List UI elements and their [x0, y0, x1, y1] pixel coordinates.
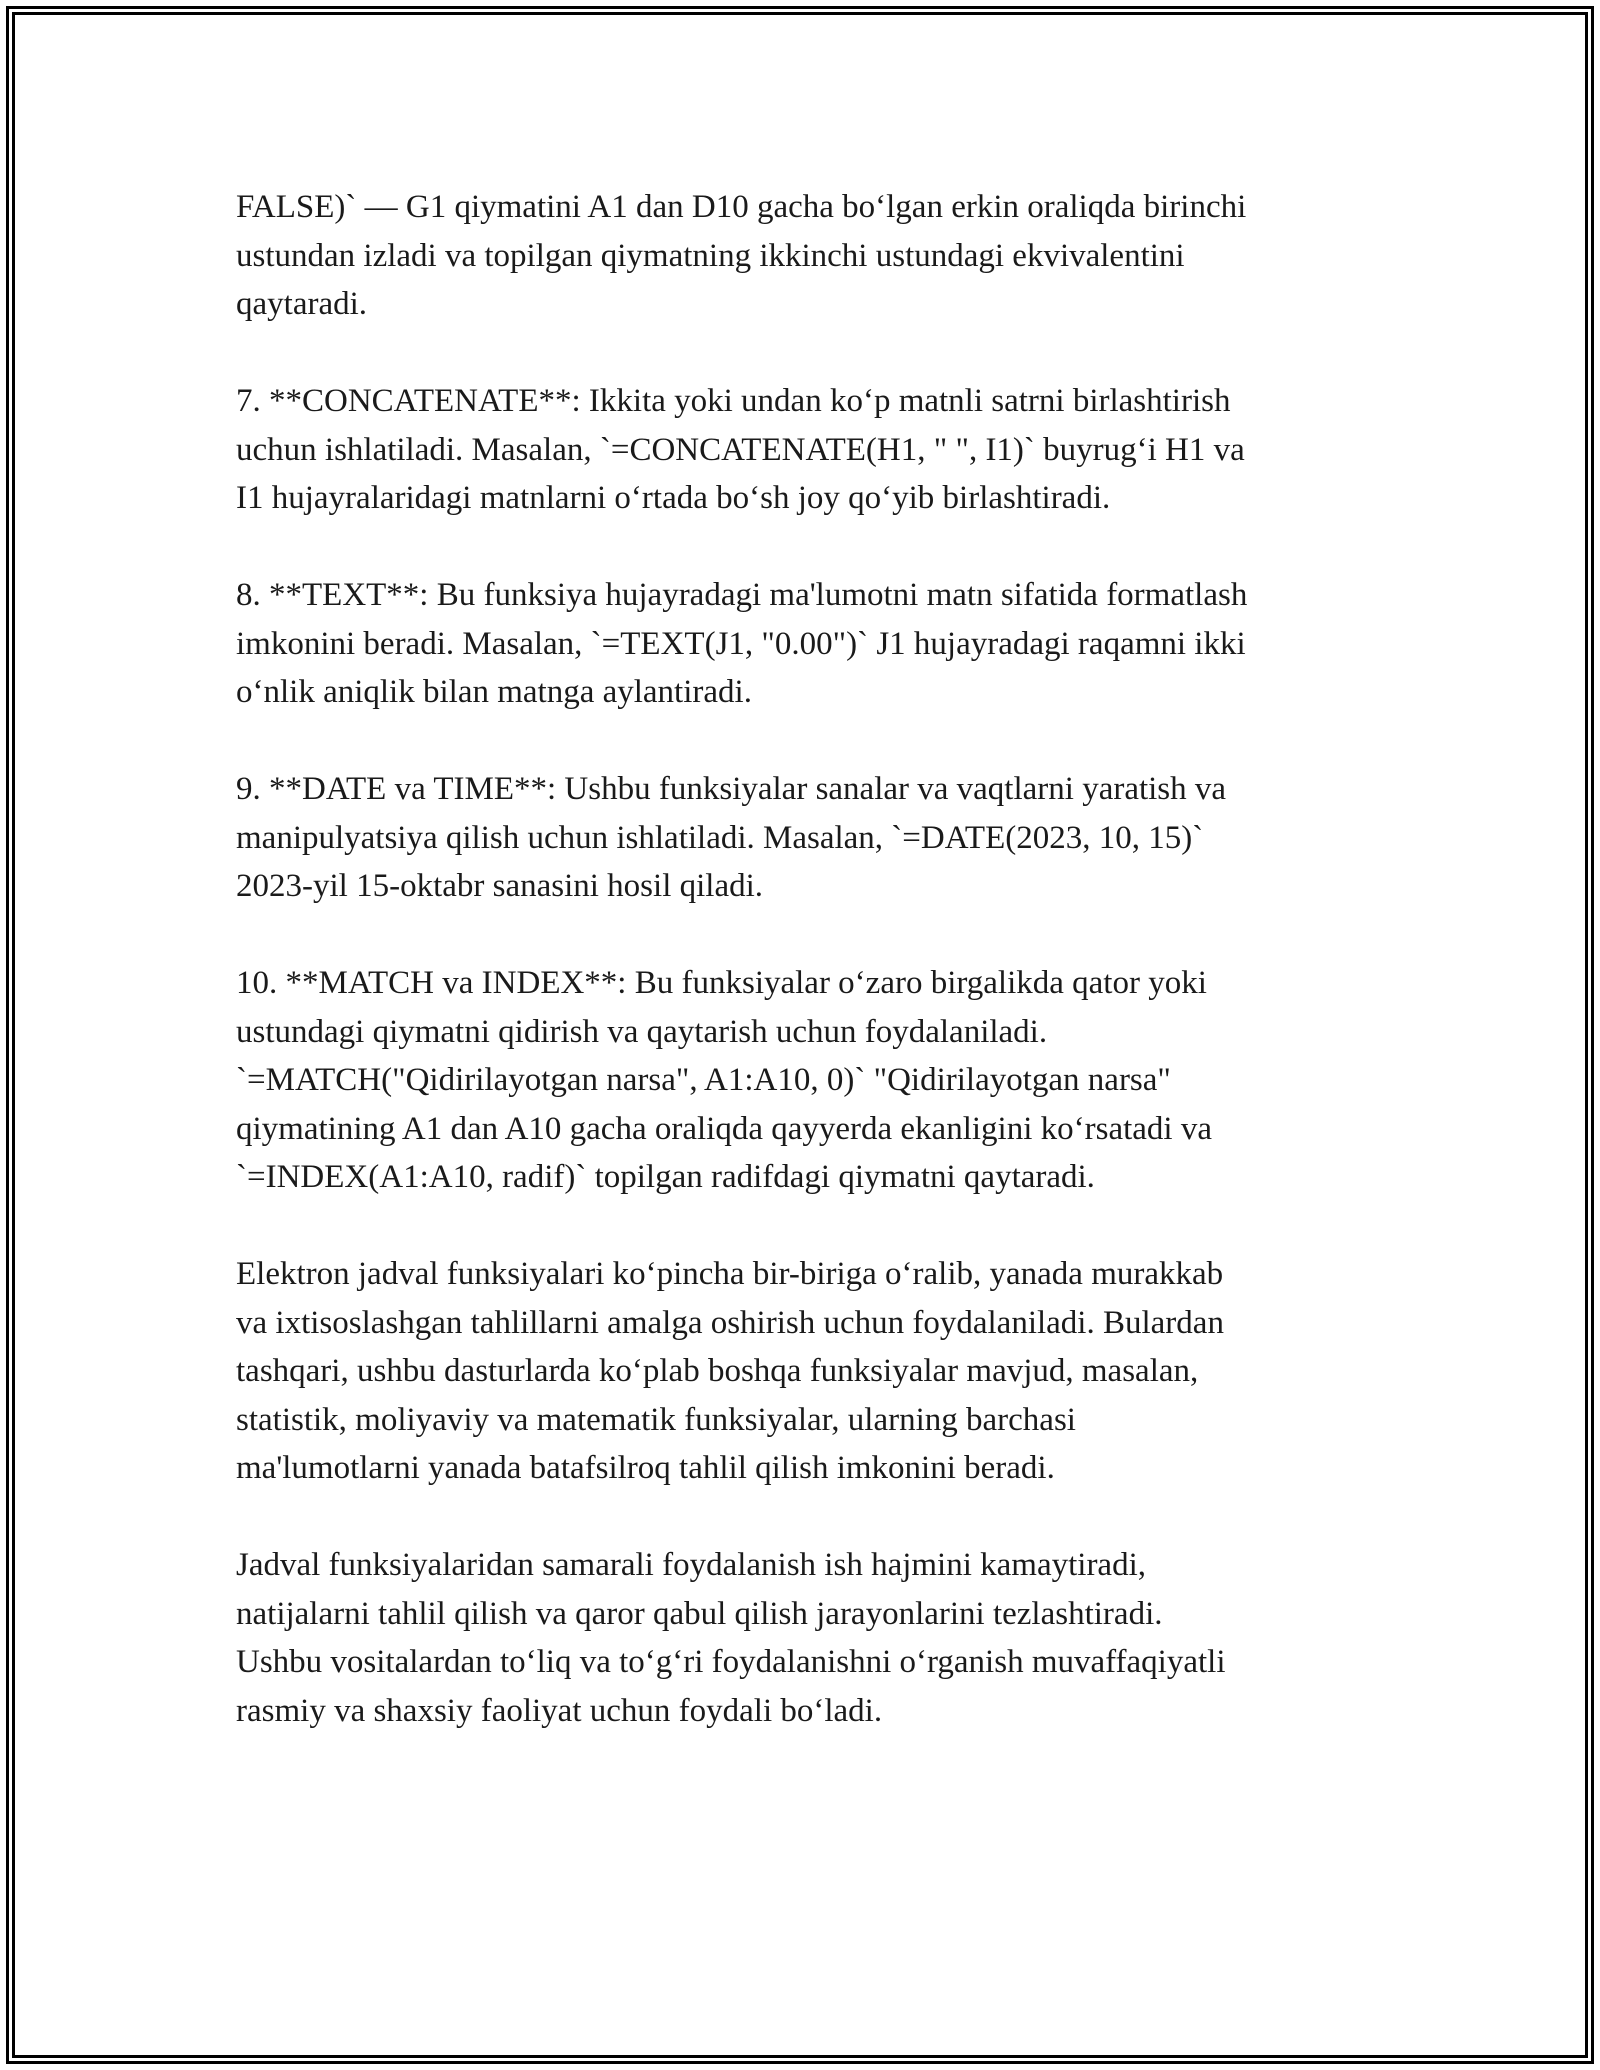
- text-line: `=MATCH("Qidirilayotgan narsa", A1:A10, 0)` "Qidirilayotgan narsa": [236, 1062, 1171, 1098]
- text-line: tashqari, ushbu dasturlarda koʻplab boshqa funksiyalar mavjud, masalan,: [236, 1353, 1199, 1389]
- text-line: Elektron jadval funksiyalari koʻpincha bir-biriga oʻralib, yanada murakkab: [236, 1256, 1224, 1292]
- paragraph-summary: [236, 1250, 1376, 1493]
- text-line: natijalarni tahlil qilish va qaror qabul qilish jarayonlarini tezlashtiradi.: [236, 1595, 1163, 1632]
- text-line: Jadval funksiyalaridan samarali foydalanish ish hajmini kamaytiradi,: [236, 1547, 1146, 1583]
- text-line: statistik, moliyaviy va matematik funksiyalar, ularning barchasi: [236, 1401, 1076, 1438]
- text-line: uchun ishlatiladi. Masalan, `=CONCATENATE(H1, " ", I1)` buyrugʻi H1 va: [236, 431, 1245, 468]
- text-line: imkonini beradi. Masalan, `=TEXT(J1, "0.00")` J1 hujayradagi raqamni ikki: [236, 625, 1246, 662]
- paragraph-date-time: [236, 765, 1376, 911]
- text-line: FALSE)` — G1 qiymatini A1 dan D10 gacha boʻlgan erkin oraliqda birinchi: [236, 189, 1247, 225]
- paragraph-conclusion: [236, 1541, 1376, 1735]
- text-line: va ixtisoslashgan tahlillarni amalga oshirish uchun foydalaniladi. Bulardan: [236, 1304, 1224, 1341]
- text-line: 10. **MATCH va INDEX**: Bu funksiyalar oʻzaro birgalikda qator yoki: [236, 965, 1207, 1001]
- text-line: I1 hujayralaridagi matnlarni oʻrtada boʻsh joy qoʻyib birlashtiradi.: [236, 480, 1111, 516]
- text-line: 9. **DATE va TIME**: Ushbu funksiyalar sanalar va vaqtlarni yaratish va: [236, 771, 1227, 807]
- text-line: Ushbu vositalardan toʻliq va toʻgʻri foydalanishni oʻrganish muvaffaqiyatli: [236, 1644, 1226, 1680]
- paragraph-text: [236, 571, 1376, 717]
- text-line: qiymatining A1 dan A10 gacha oraliqda qayyerda ekanligini koʻrsatadi va: [236, 1110, 1212, 1147]
- paragraph-match-index: [236, 959, 1376, 1202]
- paragraph-vlookup-continuation: [236, 183, 1376, 329]
- text-line: oʻnlik aniqlik bilan matnga aylantiradi.: [236, 674, 752, 710]
- text-line: 2023-yil 15-oktabr sanasini hosil qiladi.: [236, 868, 764, 904]
- document-body: [236, 183, 1376, 1784]
- text-line: ma'lumotlarni yanada batafsilroq tahlil qilish imkonini beradi.: [236, 1450, 1055, 1486]
- text-line: `=INDEX(A1:A10, radif)` topilgan radifdagi qiymatni qaytaradi.: [236, 1159, 1095, 1195]
- text-line: 7. **CONCATENATE**: Ikkita yoki undan koʻp matnli satrni birlashtirish: [236, 383, 1231, 419]
- text-line: ustundagi qiymatni qidirish va qaytarish uchun foydalaniladi.: [236, 1013, 1048, 1050]
- text-line: 8. **TEXT**: Bu funksiya hujayradagi ma'lumotni matn sifatida formatlash: [236, 577, 1248, 613]
- paragraph-concatenate: [236, 377, 1376, 523]
- text-line: rasmiy va shaxsiy faoliyat uchun foydali boʻladi.: [236, 1692, 883, 1729]
- text-line: manipulyatsiya qilish uchun ishlatiladi. Masalan, `=DATE(2023, 10, 15)`: [236, 819, 1204, 856]
- text-line: ustundan izladi va topilgan qiymatning ikkinchi ustundagi ekvivalentini: [236, 237, 1185, 274]
- text-line: qaytaradi.: [236, 286, 368, 322]
